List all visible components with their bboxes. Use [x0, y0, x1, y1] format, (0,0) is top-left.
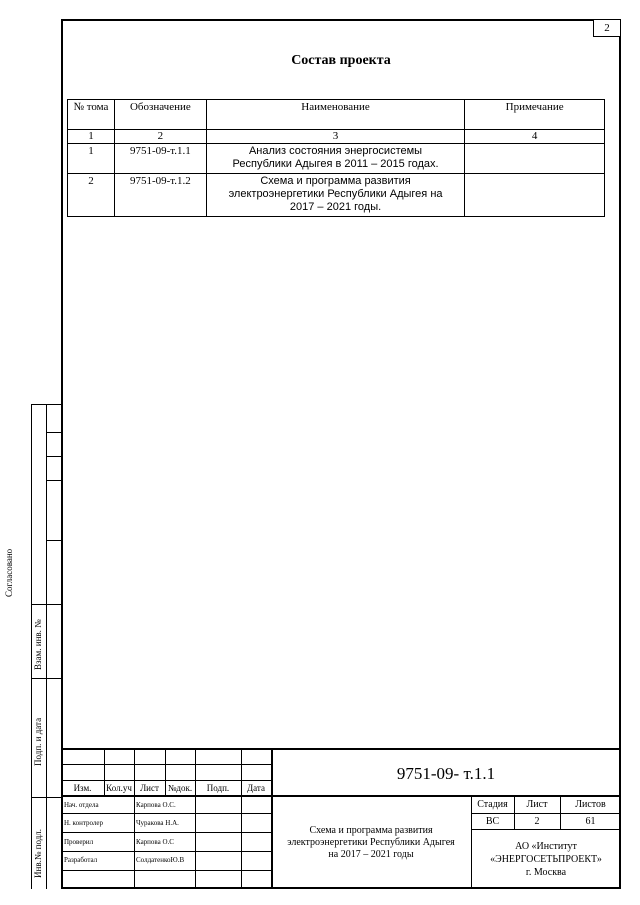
stamp-col-list: Лист: [140, 783, 159, 793]
table-row: [68, 144, 605, 174]
stamp-top-border: [61, 748, 621, 750]
org-line-1: АО «Институт: [515, 841, 577, 852]
row-code: 9751-09-т.1.2: [114, 174, 206, 217]
stamp-sheet: 2: [534, 816, 540, 827]
stamp-col-data: Дата: [247, 783, 265, 793]
stamp-person: Карпова О.С.: [136, 801, 176, 809]
stamp-col-kolich: Кол.уч: [106, 783, 132, 793]
stamp-role: Н. контролер: [64, 819, 103, 827]
stamp-role: Проверил: [64, 838, 94, 846]
stamp-stage-label: Стадия: [477, 799, 508, 810]
row-note: [465, 144, 605, 174]
table-header-row: [68, 100, 605, 130]
margin-inv-podl: Инв.№ подл.: [33, 828, 43, 878]
stamp-col-ndok: №док.: [167, 783, 193, 793]
header-note: Примечание: [465, 100, 605, 130]
margin-soglasovano: Согласовано: [4, 548, 14, 597]
stamp-sheet-label: Лист: [526, 799, 548, 810]
stamp-sheets-label: Листов: [575, 799, 606, 810]
header-vol: № тома: [68, 100, 115, 130]
stamp-role: Разработал: [64, 856, 98, 864]
row-code: 9751-09-т.1.1: [114, 144, 206, 174]
num-4: 4: [465, 130, 605, 144]
table-numbering-row: [68, 130, 605, 144]
stamp-person: СолдатенкоЮ.В: [136, 856, 185, 864]
stamp-description: Схема и программа развития электроэнергетики Республики Адыгея на 2017 – 2021 годы: [287, 825, 455, 860]
document-code: 9751-09- т.1.1: [396, 764, 496, 783]
row-vol: 2: [68, 174, 115, 217]
stamp-person: Карпова О.С: [136, 838, 174, 846]
row-vol: 1: [68, 144, 115, 174]
stamp-role: Нач. отдела: [64, 801, 99, 809]
org-line-3: г. Москва: [525, 867, 567, 878]
stamp-organization: [471, 840, 621, 879]
composition-table: [67, 99, 605, 217]
num-3: 3: [206, 130, 464, 144]
row-name: Анализ состояния энергосистемы Республики Адыгея в 2011 – 2015 годах.: [206, 144, 464, 174]
org-line-2: «ЭНЕРГОСЕТЬПРОЕКТ»: [490, 854, 602, 865]
row-name: Схема и программа развития электроэнергетики Республики Адыгея на 2017 – 2021 годы.: [206, 174, 464, 217]
stamp-col-podp: Подп.: [206, 783, 230, 793]
page-number: 2: [593, 19, 621, 37]
page-title: Состав проекта: [291, 53, 391, 68]
stamp-col-izm: Изм.: [73, 783, 92, 793]
header-code: Обозначение: [114, 100, 206, 130]
margin-podp-data: Подп. и дата: [33, 717, 43, 766]
header-name: Наименование: [206, 100, 464, 130]
num-2: 2: [114, 130, 206, 144]
row-note: [465, 174, 605, 217]
stamp-person: Чуракова Н.А.: [136, 819, 179, 827]
stamp-stage: ВС: [485, 816, 500, 827]
num-1: 1: [68, 130, 115, 144]
table-row: [68, 174, 605, 217]
stamp-sheets: 61: [585, 816, 596, 827]
margin-vzam: Взам. инв. №: [33, 619, 43, 670]
